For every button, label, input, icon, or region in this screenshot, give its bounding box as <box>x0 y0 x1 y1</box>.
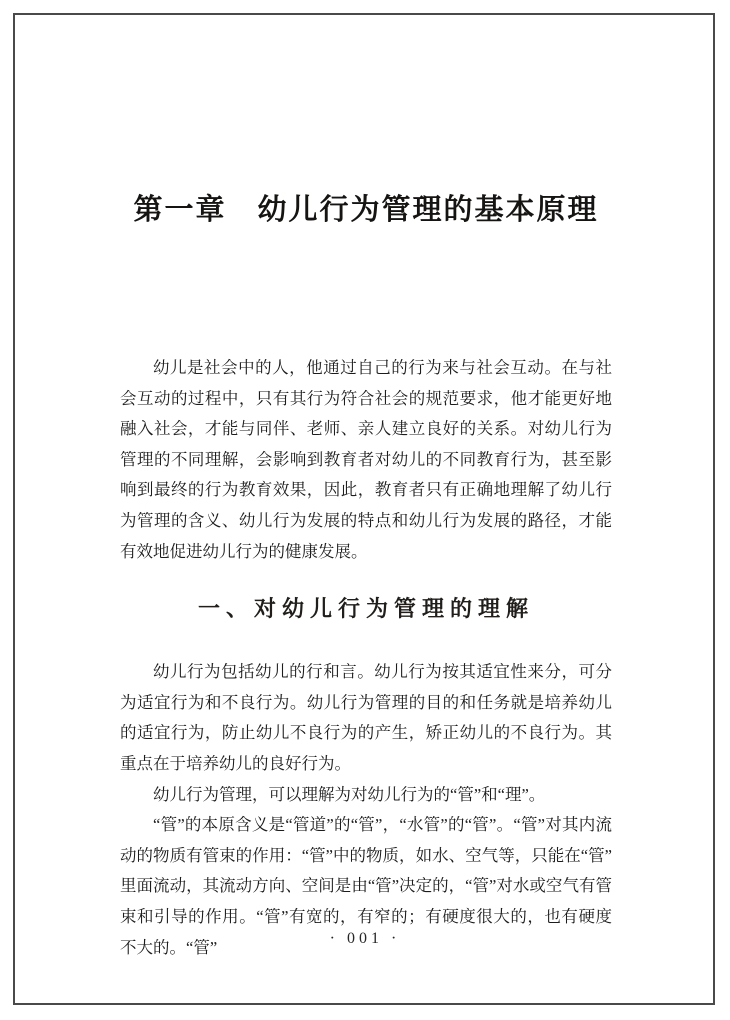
section-paragraph-3: “管”的本原含义是“管道”的“管”，“水管”的“管”。“管”对其内流动的物质有管束的作用：“管”中的物质，如水、空气等，只能在“管”里面流动，其流动方向、空间是由“管”决定的，“管”对水或空气有管束和引导的作用。“管”有宽的，有窄的；有硬度很大的，也有硬度不大的。“管” <box>120 815 612 957</box>
section-paragraph-2: 幼儿行为管理，可以理解为对幼儿行为的“管”和“理”。 <box>153 784 546 804</box>
page-number: · 001 · <box>329 930 401 947</box>
section-heading: 一、对幼儿行为管理的理解 <box>197 596 534 622</box>
page-content <box>120 0 612 963</box>
chapter-title: 第一章 幼儿行为管理的基本原理 <box>133 192 599 226</box>
section-paragraph-1: 幼儿行为包括幼儿的行和言。幼儿行为按其适宜性来分，可分为适宜行为和不良行为。幼儿行为管理的目的和任务就是培养幼儿的适宜行为，防止幼儿不良行为的产生，矫正幼儿的不良行为。其重点在于培养幼儿的良好行为。 <box>120 662 612 773</box>
intro-paragraph: 幼儿是社会中的人，他通过自己的行为来与社会互动。在与社会互动的过程中，只有其行为符合社会的规范要求，他才能更好地融入社会，才能与同伴、老师、亲人建立良好的关系。对幼儿行为管理的不同理解，会影响到教育者对幼儿的不同教育行为，甚至影响到最终的行为教育效果，因此，教育者只有正确地理解了幼儿行为管理的含义、幼儿行为发展的特点和幼儿行为发展的路径，才能有效地促进幼儿行为的健康发展。 <box>120 358 612 561</box>
